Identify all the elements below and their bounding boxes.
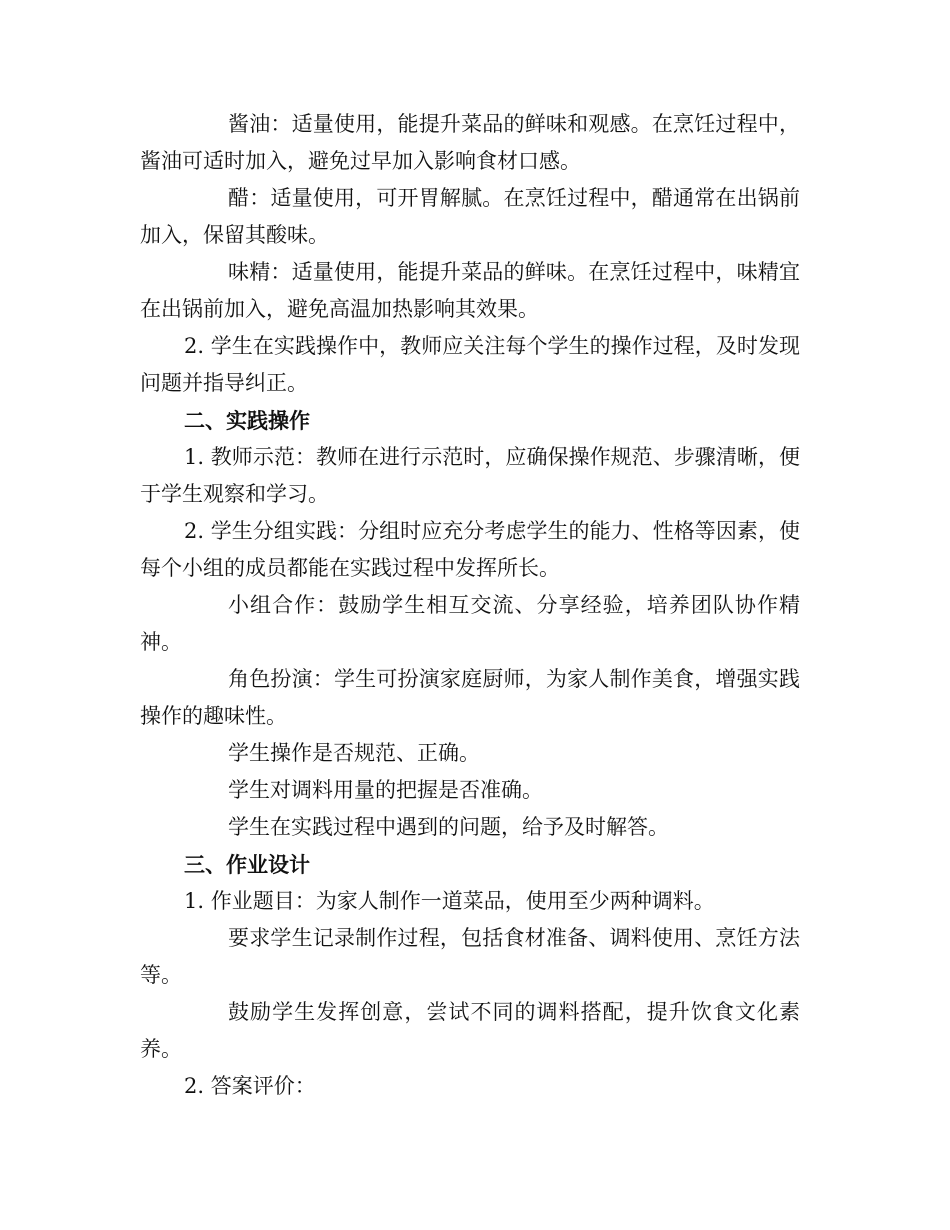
paragraph-msg: 味精：适量使用，能提升菜品的鲜味。在烹饪过程中，味精宜在出锅前加入，避免高温加热影响其效果。 [140, 260, 800, 321]
paragraph-group-cooperation: 小组合作：鼓励学生相互交流、分享经验，培养团队协作精神。 [140, 593, 800, 654]
paragraph-soy-sauce: 酱油：适量使用，能提升菜品的鲜味和观感。在烹饪过程中，酱油可适时加入，避免过早加入影响食材口感。 [140, 112, 800, 173]
paragraph-role-play: 角色扮演：学生可扮演家庭厨师，为家人制作美食，增强实践操作的趣味性。 [140, 667, 800, 728]
paragraph-check-amount: 学生对调料用量的把握是否准确。 [228, 778, 543, 802]
paragraph-answer-evaluation: 2. 答案评价： [184, 1074, 316, 1098]
paragraph-homework-record: 要求学生记录制作过程，包括食材准备、调料使用、烹饪方法等。 [140, 926, 800, 987]
paragraph-group-practice: 2. 学生分组实践：分组时应充分考虑学生的能力、性格等因素，使每个小组的成员都能在实践过程中发挥所长。 [140, 519, 800, 580]
paragraph-homework-creativity: 鼓励学生发挥创意，尝试不同的调料搭配，提升饮食文化素养。 [140, 1000, 800, 1061]
section-heading-practice: 二、实践操作 [184, 408, 310, 433]
paragraph-vinegar: 醋：适量使用，可开胃解腻。在烹饪过程中，醋通常在出锅前加入，保留其酸味。 [140, 186, 800, 247]
paragraph-check-problems: 学生在实践过程中遇到的问题，给予及时解答。 [228, 815, 669, 839]
paragraph-homework-topic: 1. 作业题目：为家人制作一道菜品，使用至少两种调料。 [184, 889, 715, 913]
paragraph-teacher-demo: 1. 教师示范：教师在进行示范时，应确保操作规范、步骤清晰，便于学生观察和学习。 [140, 445, 800, 506]
paragraph-check-standard: 学生操作是否规范、正确。 [228, 741, 480, 765]
section-heading-homework: 三、作业设计 [184, 852, 310, 877]
paragraph-item-2-observation: 2. 学生在实践操作中，教师应关注每个学生的操作过程，及时发现问题并指导纠正。 [140, 334, 800, 395]
